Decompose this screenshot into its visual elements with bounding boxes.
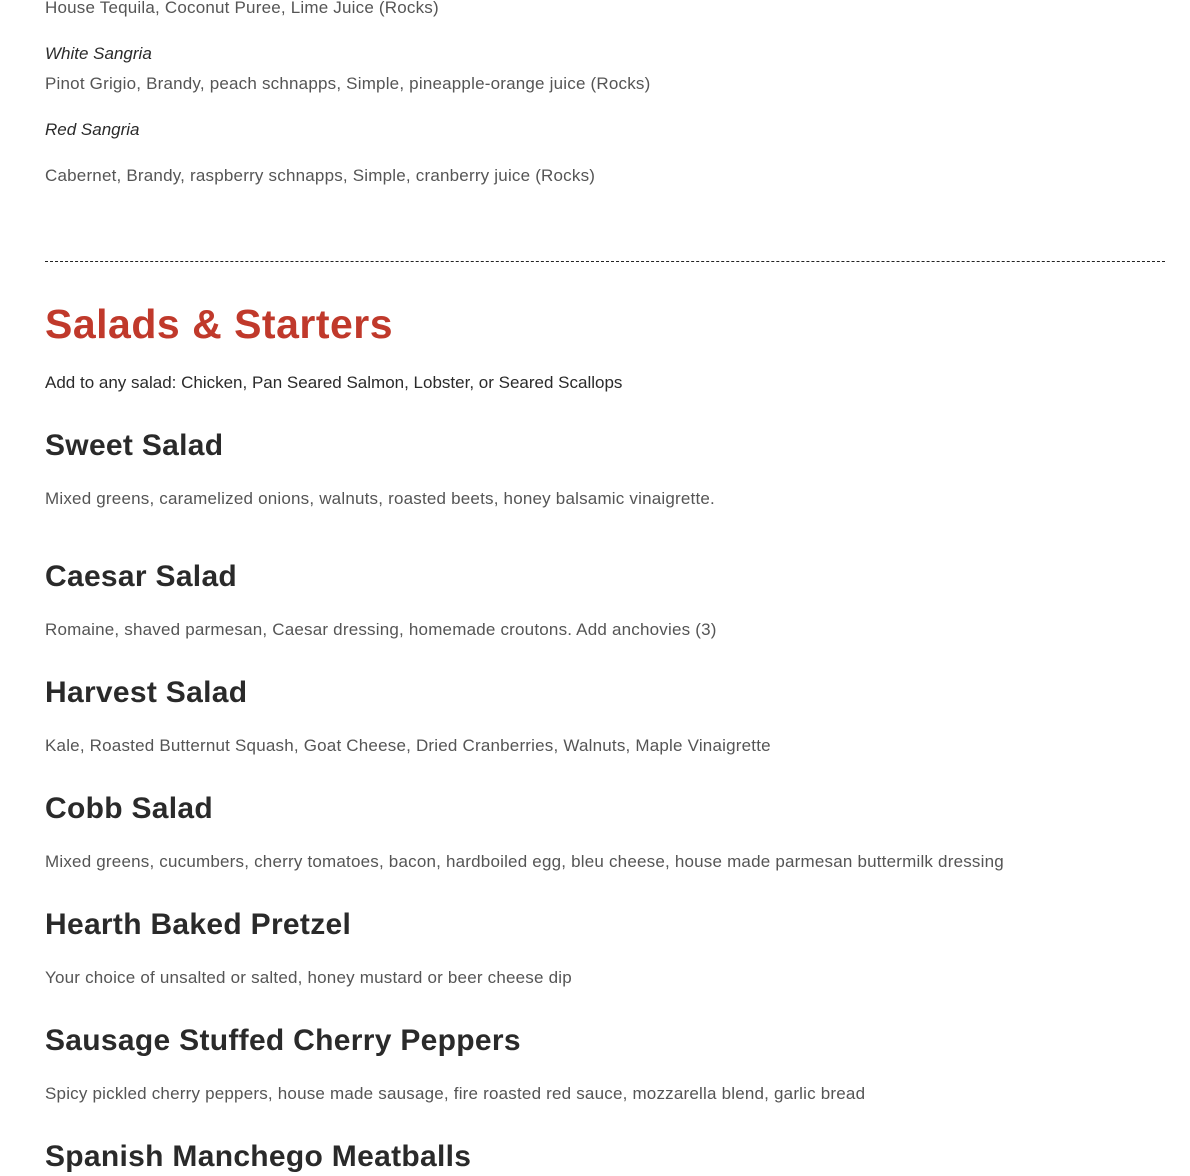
menu-item-title: Spanish Manchego Meatballs	[45, 1140, 472, 1173]
menu-item-description: Romaine, shaved parmesan, Caesar dressing, homemade croutons. Add anchovies (3)	[45, 620, 717, 639]
drink-description: Pinot Grigio, Brandy, peach schnapps, Simple, pineapple-orange juice (Rocks)	[45, 74, 651, 93]
menu-item-description: Mixed greens, caramelized onions, walnuts, roasted beets, honey balsamic vinaigrette.	[45, 489, 715, 508]
drink-name-white-sangria: White Sangria	[45, 44, 152, 63]
menu-item-title: Cobb Salad	[45, 792, 214, 825]
menu-item-description: Spicy pickled cherry peppers, house made sausage, fire roasted red sauce, mozzarella blend, garlic bread	[45, 1084, 866, 1103]
menu-item-title: Caesar Salad	[45, 560, 238, 593]
menu-item-description: Mixed greens, cucumbers, cherry tomatoes, bacon, hardboiled egg, bleu cheese, house made parmesan buttermilk dressing	[45, 852, 1004, 871]
menu-item-title: Sweet Salad	[45, 429, 224, 462]
section-title: Salads & Starters	[45, 301, 394, 347]
drink-description: House Tequila, Coconut Puree, Lime Juice (Rocks)	[45, 0, 439, 17]
menu-item-title: Harvest Salad	[45, 676, 248, 709]
menu-item-description: Your choice of unsalted or salted, honey mustard or beer cheese dip	[45, 968, 572, 987]
section-divider	[45, 261, 1165, 262]
section-note: Add to any salad: Chicken, Pan Seared Salmon, Lobster, or Seared Scallops	[45, 373, 623, 392]
menu-item-description: Kale, Roasted Butternut Squash, Goat Cheese, Dried Cranberries, Walnuts, Maple Vinaigrette	[45, 736, 771, 755]
menu-item-title: Sausage Stuffed Cherry Peppers	[45, 1024, 521, 1057]
drink-name-red-sangria: Red Sangria	[45, 120, 140, 139]
drink-description: Cabernet, Brandy, raspberry schnapps, Simple, cranberry juice (Rocks)	[45, 166, 596, 185]
menu-item-title: Hearth Baked Pretzel	[45, 908, 352, 941]
